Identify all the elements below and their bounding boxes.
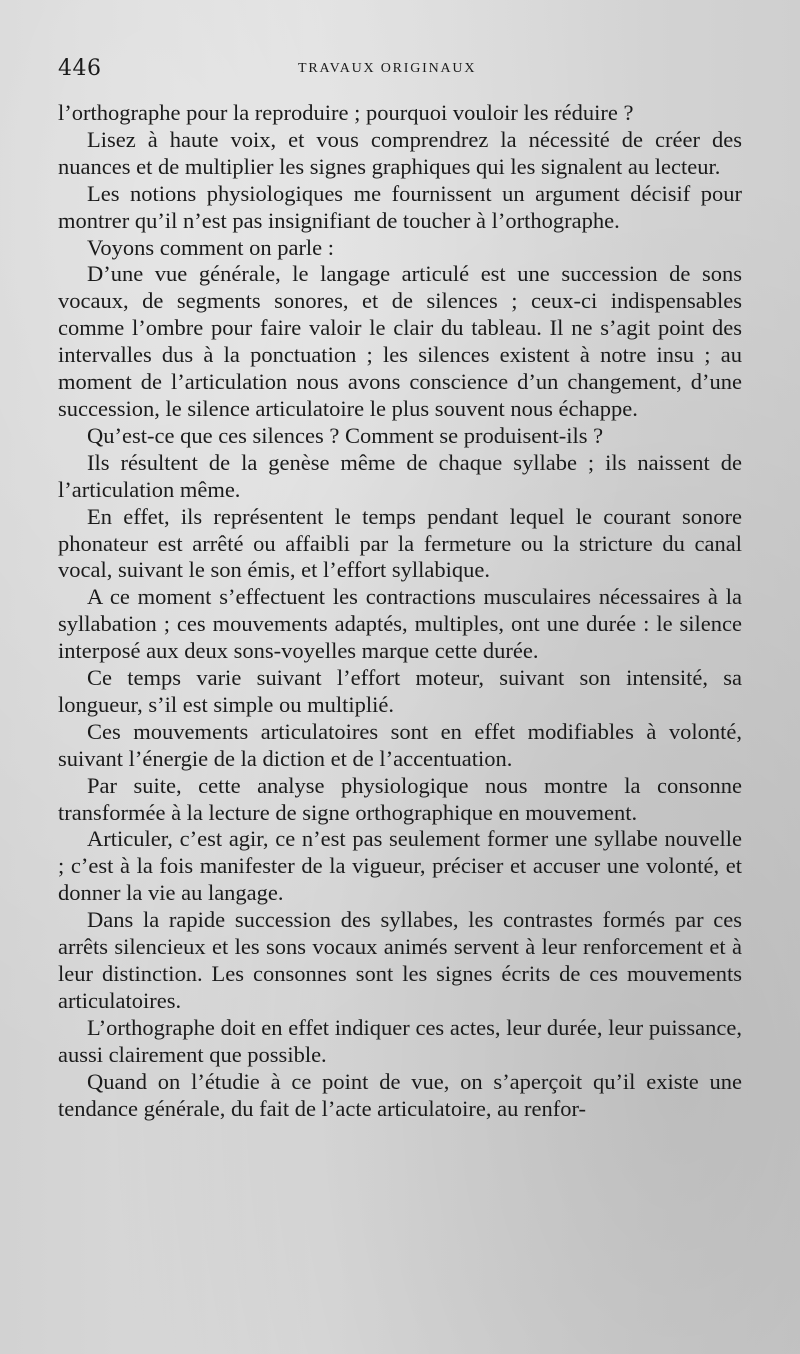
paragraph: Voyons comment on parle : <box>87 234 335 260</box>
page-number: 446 <box>58 56 102 81</box>
running-title: TRAVAUX ORIGINAUX <box>298 61 477 76</box>
paragraph: Ces mouvements articulatoires sont en effet modifiables à volonté, suivant l’énergie de la diction et de l’accentuation. <box>58 718 742 771</box>
paragraph: Dans la rapide succession des syllabes, les contrastes formés par ces arrêts silencieux et les sons vocaux animés servent à leur renforcement et à leur distinction. Les consonnes sont les signes écrits de ces mouvements articulatoires. <box>58 907 742 1013</box>
paragraph: l’orthographe pour la reproduire ; pourquoi vouloir les réduire ? <box>58 100 634 125</box>
paragraph: D’une vue générale, le langage articulé est une succession de sons vocaux, de segments sonores, et de silences ; ceux-ci indispensables comme l’ombre pour faire valoir le clair du tableau. Il ne s’agit point des intervalles dus à la ponctuation ; les silences existent à notre insu ; au moment de l’articulation nous avons conscience d’un changement, d’une succession, le silence articulatoire le plus souvent nous échappe. <box>58 261 742 421</box>
paragraph: Par suite, cette analyse physiologique nous montre la consonne transformée à la lecture de signe orthographique en mouvement. <box>58 772 742 825</box>
paragraph: Qu’est-ce que ces silences ? Comment se produisent-ils ? <box>87 422 604 448</box>
paragraph: L’orthographe doit en effet indiquer ces actes, leur durée, leur puissance, aussi clairement que possible. <box>58 1014 742 1067</box>
paragraph: Lisez à haute voix, et vous comprendrez la nécessité de créer des nuances et de multiplier les signes graphiques qui les signalent au lecteur. <box>58 126 742 179</box>
page-header <box>58 56 740 90</box>
paragraph: En effet, ils représentent le temps pendant lequel le courant sonore phonateur est arrêté ou affaibli par la fermeture ou la stricture du canal vocal, suivant le son émis, et l’effort syllabique. <box>58 503 742 583</box>
paragraph: Les notions physiologiques me fournissent un argument décisif pour montrer qu’il n’est pas insignifiant de toucher à l’orthographe. <box>58 180 742 233</box>
paragraph: A ce moment s’effectuent les contractions musculaires nécessaires à la syllabation ; ces mouvements adaptés, multiples, ont une durée : le silence interposé aux deux sons-voyelles marque cette durée. <box>58 584 742 664</box>
paragraph: Ce temps varie suivant l’effort moteur, suivant son intensité, sa longueur, s’il est simple ou multiplié. <box>58 665 742 717</box>
paragraph: Ils résultent de la genèse même de chaque syllabe ; ils naissent de l’articulation même. <box>58 449 742 502</box>
paragraph: Articuler, c’est agir, ce n’est pas seulement former une syllabe nouvelle ; c’est à la fois manifester de la vigueur, préciser et accuser une volonté, et donner la vie au langage. <box>58 826 742 906</box>
paragraph: Quand on l’étudie à ce point de vue, on s’aperçoit qu’il existe une tendance générale, du fait de l’acte articulatoire, au renfor- <box>58 1068 742 1121</box>
body-text <box>58 100 742 1122</box>
